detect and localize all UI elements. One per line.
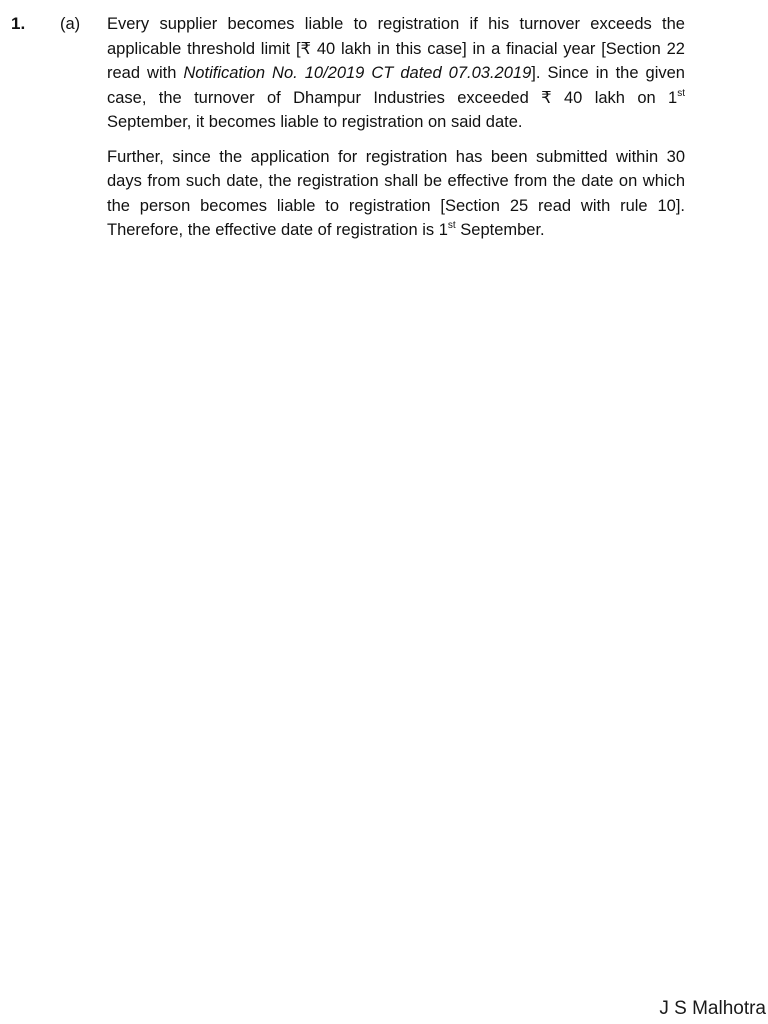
question-part-label: (a) (60, 15, 81, 33)
answer-paragraph-2 (107, 145, 685, 243)
answer-paragraph-1 (107, 12, 685, 135)
author-signature: J S Malhotra (659, 998, 766, 1019)
para2-text-2: September. (455, 221, 545, 239)
notification-reference: Notification No. 10/2019 CT dated 07.03.2019 (183, 64, 532, 82)
question-number: 1. (11, 14, 26, 33)
para1-text-3: September, it becomes liable to registration on said date. (107, 113, 523, 131)
answer-body (107, 12, 685, 253)
ordinal-suffix: st (677, 87, 685, 99)
para1-text-2: ]. Since in the given case, the turnover of Dhampur Industries exceeded ₹ 40 lakh on 1 (107, 64, 685, 107)
para1-text-1: Every supplier becomes liable to registration if his turnover exceeds the applicable threshold limit [₹ 40 lakh in this case] in a finacial year [Section 22 read with (107, 15, 685, 82)
para2-text-1: Further, since the application for registration has been submitted within 30 days from such date, the registration shall be effective from the date on which the person becomes liable to registration [Section 25 read with rule 10]. Therefore, the effective date of registration is 1 (107, 147, 685, 239)
ordinal-suffix: st (447, 220, 456, 231)
